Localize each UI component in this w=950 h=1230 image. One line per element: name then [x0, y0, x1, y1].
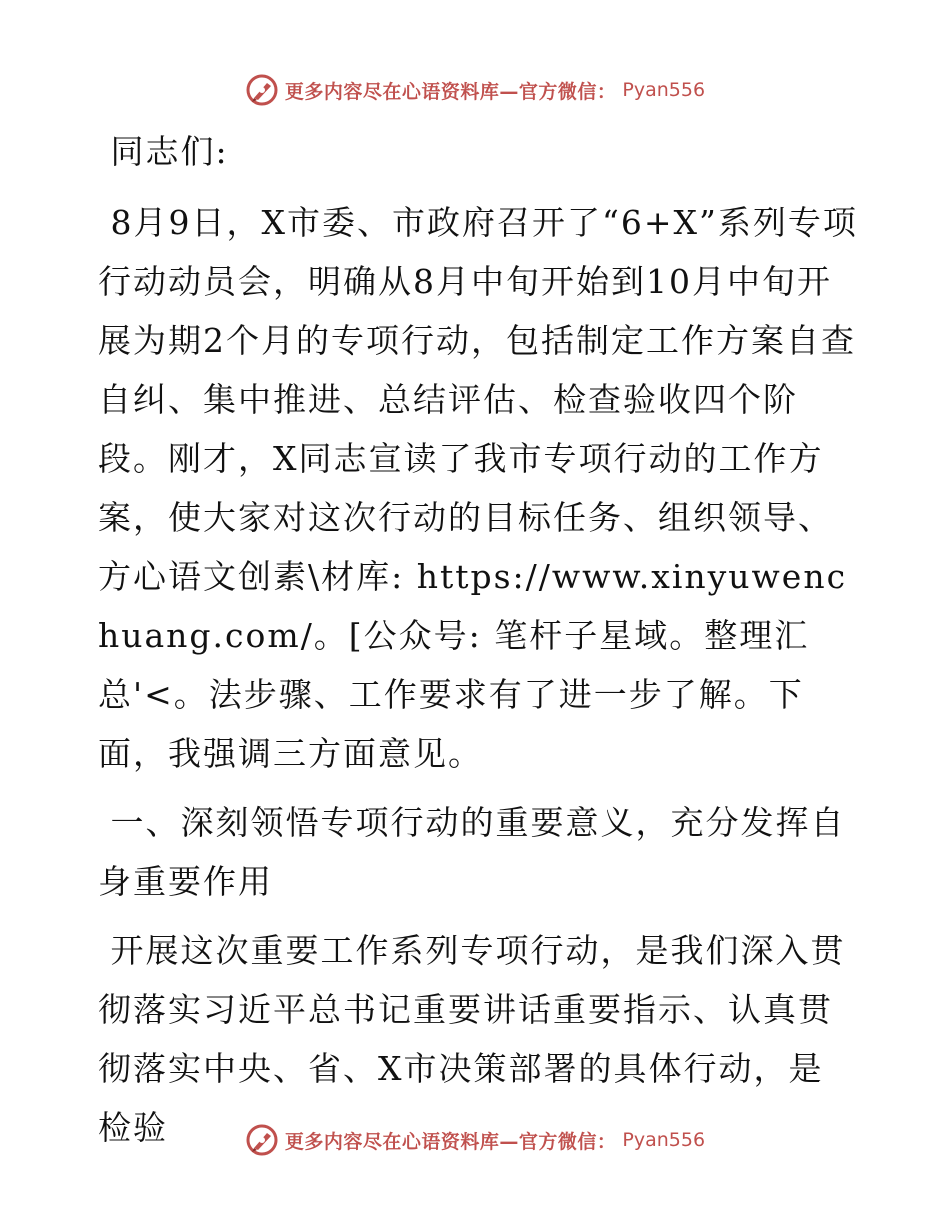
document-body	[98, 122, 858, 1167]
banner-handle: Pyan556	[622, 79, 706, 101]
section-heading-1: 一、深刻领悟专项行动的重要意义，充分发挥自身重要作用	[98, 803, 846, 901]
paragraph-2: 开展这次重要工作系列专项行动，是我们深入贯彻落实习近平总书记重要讲话重要指示、认真贯彻落实中央、省、X市决策部署的具体行动，是检验	[98, 931, 846, 1147]
pen-logo-icon	[245, 1123, 279, 1157]
salutation: 同志们:	[98, 132, 229, 171]
banner-text: 更多内容尽在心语资料库—官方微信：	[284, 80, 617, 103]
footer-watermark-banner	[0, 1120, 950, 1160]
banner-text: 更多内容尽在心语资料库—官方微信：	[284, 1130, 617, 1153]
banner-handle: Pyan556	[622, 1129, 706, 1151]
pen-logo-icon	[245, 73, 279, 107]
header-watermark-banner	[0, 70, 950, 110]
paragraph-1: 8月9日，X市委、市政府召开了“6+X”系列专项行动动员会，明确从8月中旬开始到10月中旬开展为期2个月的专项行动，包括制定工作方案自查自纠、集中推进、总结评估、检查验收四个阶段。刚才，X同志宣读了我市专项行动的工作方案，使大家对这次行动的目标任务、组织领导、方心语文创素\材库: https://www.xinyuwenchuang.com/。[公众号: 笔杆子星域。整理汇总'<。法步骤、工作要求有了进一步了解。下面，我强调三方面意见。	[98, 203, 858, 773]
